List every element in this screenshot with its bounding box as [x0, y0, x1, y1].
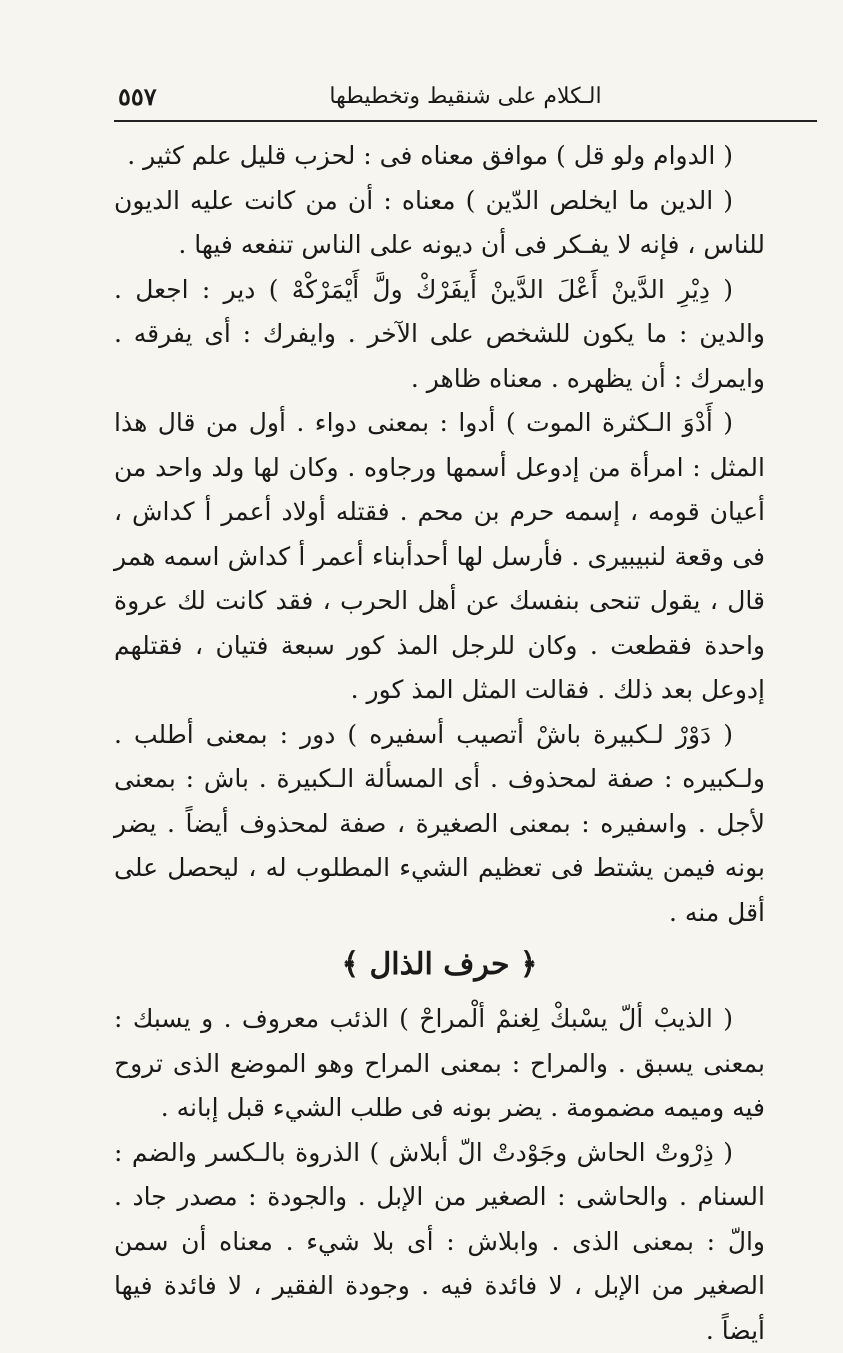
proverb-entry: ( الذيبْ ألّ يسْبكْ لِغنمْ ألْمراحْ ) الذئب معروف . و يسبك : بمعنى يسبق . والمراح : بمعنى المراح وهو الموضع الذى تروح فيه وميمه مضمومة . يضر بونه فى طلب الشيء قبل إبانه . [114, 997, 765, 1131]
page-header [114, 80, 817, 122]
proverb-entry: ( دَوْرْ لـكبيرة باشْ أتصيب أسفيره ) دور : بمعنى أطلب . ولـكبيره : صفة لمحذوف . أى المسألة الـكبيرة . باش : بمعنى لأجل . واسفيره : بمعنى الصغيرة ، صفة لمحذوف أيضاً . يضر بونه فيمن يشتط فى تعظيم الشيء المطلوب له ، ليحصل على أقل منه . [114, 713, 765, 936]
page-number: ٥٥٧ [118, 82, 157, 111]
proverb-entry: ( أَدْوَ الـكثرة الموت ) أدوا : بمعنى دواء . أول من قال هذا المثل : امرأة من إدوعل أسمها ورجاوه . وكان لها ولد واحد من أعيان قومه ، إسمه حرم بن محم . فقتله أولاد أعمر أ كداش ، فى وقعة لنبيبيرى . فأرسل لها أحدأبناء أعمر أ كداش اسمه همر قال ، يقول تنحى بنفسك عن أهل الحرب ، فقد كانت لك عروة واحدة فقطعت . وكان للرجل المذ كور سبعة فتيان ، فقتلهم إدوعل بعد ذلك . فقالت المثل المذ كور . [114, 401, 765, 713]
section-heading: ﴿ حرف الذال ﴾ [114, 937, 765, 993]
body-text [114, 134, 765, 1353]
proverb-entry: ( الدوام ولو قل ) موافق معناه فى : لحزب قليل علم كثير . [114, 134, 765, 179]
proverb-entry: ( الدين ما ايخلص الدّين ) معناه : أن من كانت عليه الديون للناس ، فإنه لا يفـكر فى أن ديونه على الناس تنفعه فيها . [114, 179, 765, 268]
running-title: الـكلام على شنقيط وتخطيطها [114, 84, 817, 109]
proverb-entry: ( ذِرْوتْ الحاش وجَوْدتْ الّ أبلاش ) الذروة بالـكسر والضم : السنام . والحاشى : الصغير من الإبل . والجودة : مصدر جاد . والّ : بمعنى الذى . وابلاش : أى بلا شيء . معناه أن سمن الصغير من الإبل ، لا فائدة فيه . وجودة الفقير ، لا فائدة فيها أيضاً . [114, 1131, 765, 1353]
proverb-entry: ( دِيْرِ الدَّينْ أَعْلَ الدَّينْ أَيفَرْكْ ولَّ أَيْمَرْكْهْ ) دير : اجعل . والدين : ما يكون للشخص على الآخر . وايفرك : أى يفرقه . وايمرك : أن يظهره . معناه ظاهر . [114, 268, 765, 402]
